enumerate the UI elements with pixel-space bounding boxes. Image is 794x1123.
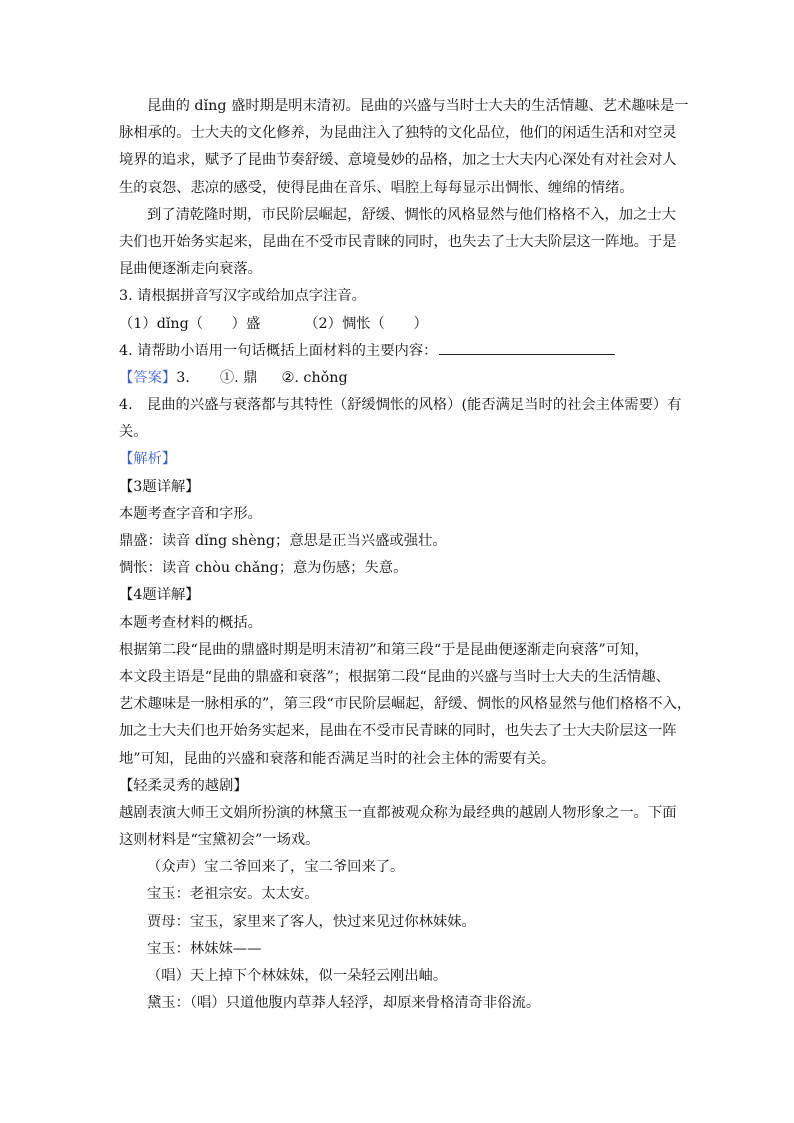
- answer-item-1: ①. 鼎: [219, 369, 258, 386]
- para1-line: 脉相承的。士大夫的文化修养，为昆曲注入了独特的文化品位，他们的闲适生活和对空灵: [119, 125, 677, 142]
- detail-3-line: 本题考查字音和字形。: [119, 505, 262, 522]
- question-3: 3. 请根据拼音写汉字或给加点字注音。: [119, 288, 366, 305]
- question-3-item-2: （2）惆怅（ ）: [304, 315, 428, 332]
- answer-q4-line: 4. 昆曲的兴盛与衰落都与其特性（舒缓惆怅的风格）(能否满足当时的社会主体需要）有: [119, 397, 682, 414]
- detail-4-line: 艺术趣味是一脉相承的”，第三段“市民阶层崛起，舒缓、惆怅的风格显然与他们格格不入，: [119, 696, 692, 713]
- question-3-item-1: （1）dǐng（ ）盛: [119, 315, 261, 332]
- answer-blank[interactable]: [439, 340, 615, 355]
- answer-item-2: ②. chǒng: [281, 369, 348, 386]
- script-line: 贾母：宝玉，家里来了客人，快过来见过你林妹妹。: [147, 913, 476, 930]
- question-4: [119, 338, 679, 365]
- para2-line: 昆曲便逐渐走向衰落。: [119, 261, 262, 278]
- yueju-intro-line: 这则材料是“宝黛初会”一场戏。: [119, 832, 320, 849]
- detail-4-line: 加之士大夫们也开始务实起来，昆曲在不受市民青睐的同时，也失去了士大夫阶层这一阵: [119, 723, 677, 740]
- script-line: 宝玉：林妹妹——: [147, 940, 262, 957]
- detail-4-line: 地”可知，昆曲的兴盛和衰落和能否满足当时的社会主体的需要有关。: [119, 750, 556, 767]
- question-4-text: 4. 请帮助小语用一句话概括上面材料的主要内容：: [119, 342, 438, 359]
- analysis-tag: 【解析】: [119, 451, 177, 468]
- answer-line: [119, 365, 679, 392]
- yueju-title: 【轻柔灵秀的越剧】: [119, 777, 248, 794]
- answer-tag: 【答案】: [119, 369, 177, 386]
- detail-4-line: 根据第二段“昆曲的鼎盛时期是明末清初”和第三段“于是昆曲便逐渐走向衰落”可知，: [119, 641, 649, 658]
- detail-3-line: 惆怅：读音 chòu chǎng；意为伤感；失意。: [119, 560, 408, 577]
- detail-4-line: 本题考查材料的概括。: [119, 614, 262, 631]
- para2-line: 到了清乾隆时期，市民阶层崛起，舒缓、惆怅的风格显然与他们格格不入，加之士大: [147, 206, 676, 223]
- script-line: （唱）天上掉下个林妹妹，似一朵轻云刚出岫。: [147, 968, 448, 984]
- question-3-items: [119, 311, 679, 338]
- detail-3-title: 【3题详解】: [119, 478, 200, 495]
- document-content: [119, 93, 692, 1017]
- para1-line: 生的哀怨、悲凉的感受，使得昆曲在音乐、唱腔上每每显示出惆怅、缠绵的情绪。: [119, 179, 634, 196]
- answer-q4-line: 关。: [119, 424, 148, 441]
- detail-3-line: 鼎盛：读音 dǐng shèng；意思是正当兴盛或强壮。: [119, 533, 447, 549]
- script-line: 黛玉：（唱）只道他腹内草莽人轻浮，却原来骨格清奇非俗流。: [147, 995, 541, 1012]
- detail-4-line: 本文段主语是“昆曲的鼎盛和衰落”；根据第二段“昆曲的兴盛与当时士大夫的生活情趣、: [119, 668, 670, 685]
- para1-line: 境界的追求，赋予了昆曲节奏舒缓、意境曼妙的品格，加之士大夫内心深处有对社会对人: [119, 152, 677, 169]
- script-line: （众声）宝二爷回来了，宝二爷回来了。: [147, 859, 405, 876]
- para1-line: 昆曲的 dǐng 盛时期是明末清初。昆曲的兴盛与当时士大夫的生活情趣、艺术趣味是一: [147, 98, 689, 114]
- detail-4-title: 【4题详解】: [119, 587, 200, 604]
- yueju-intro-line: 越剧表演大师王文娟所扮演的林黛玉一直都被观众称为最经典的越剧人物形象之一。下面: [119, 804, 677, 821]
- para2-line: 夫们也开始务实起来，昆曲在不受市民青睐的同时，也失去了士大夫阶层这一阵地。于是: [119, 233, 677, 250]
- script-line: 宝玉：老祖宗安。太太安。: [147, 886, 319, 903]
- answer-q3-prefix: 3.: [176, 369, 190, 386]
